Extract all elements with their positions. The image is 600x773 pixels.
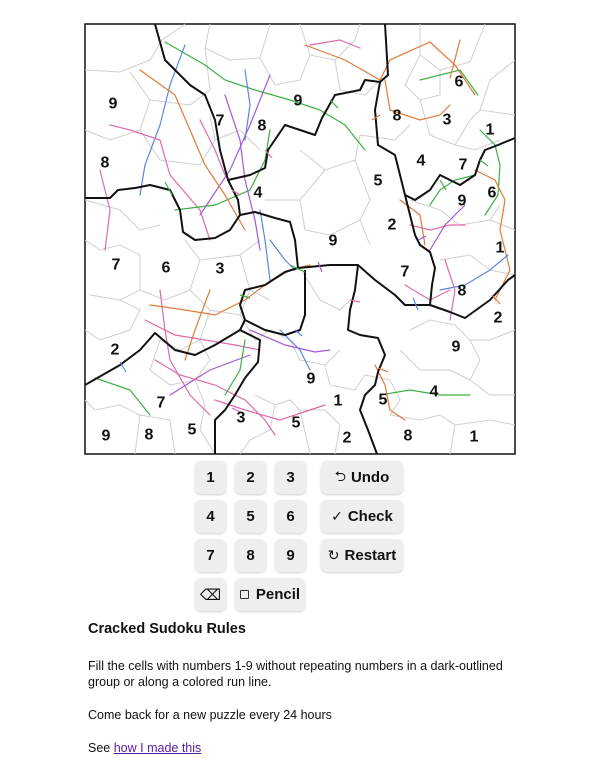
cell-number[interactable]: 6: [161, 259, 171, 277]
check-label: Check: [347, 508, 393, 525]
cell-number[interactable]: 1: [485, 121, 495, 139]
sudoku-board[interactable]: [84, 23, 516, 455]
see-prefix: See: [88, 741, 111, 756]
undo-label: Undo: [350, 469, 390, 486]
cell-number[interactable]: 7: [458, 156, 468, 174]
cell-number[interactable]: 5: [291, 414, 301, 432]
comeback-text: Come back for a new puzzle every 24 hours: [88, 708, 332, 723]
check-icon: ✓: [331, 508, 343, 524]
cell-number[interactable]: 8: [457, 282, 467, 300]
cell-number[interactable]: 9: [457, 192, 467, 210]
cell-number[interactable]: 8: [257, 117, 267, 135]
cell-number[interactable]: 6: [454, 73, 464, 91]
check-button[interactable]: [321, 500, 403, 533]
erase-button[interactable]: [195, 578, 226, 611]
cell-number[interactable]: 2: [493, 309, 503, 327]
cell-number[interactable]: 7: [215, 112, 225, 130]
cell-number[interactable]: 8: [403, 427, 413, 445]
digit-3-button[interactable]: 3: [275, 461, 306, 494]
restart-icon: ↻: [327, 547, 340, 563]
digit-7-button[interactable]: 7: [195, 539, 226, 572]
see-line: [88, 740, 518, 757]
pencil-checkbox-icon: [240, 590, 249, 599]
digit-4-button[interactable]: 4: [195, 500, 226, 533]
pencil-button[interactable]: [235, 578, 305, 611]
cell-number[interactable]: 5: [378, 391, 388, 409]
digit-2-button[interactable]: 2: [235, 461, 266, 494]
cell-number[interactable]: 6: [487, 184, 497, 202]
undo-icon: ⮌: [334, 467, 346, 484]
cell-number[interactable]: 8: [100, 154, 110, 172]
restart-button[interactable]: [321, 539, 403, 572]
cell-number[interactable]: 8: [144, 426, 154, 444]
rules-section: [88, 620, 518, 773]
undo-button[interactable]: [321, 461, 403, 494]
cell-number[interactable]: 1: [333, 392, 343, 410]
cell-number[interactable]: 2: [387, 216, 397, 234]
cell-number[interactable]: 7: [400, 263, 410, 281]
rules-body: Fill the cells with numbers 1-9 without repeating numbers in a dark-outlined group or along a colored run line.: [88, 658, 503, 690]
cell-number[interactable]: 9: [328, 232, 338, 250]
digit-6-button[interactable]: 6: [275, 500, 306, 533]
cell-number[interactable]: 9: [101, 427, 111, 445]
cell-number[interactable]: 7: [111, 256, 121, 274]
restart-label: Restart: [344, 547, 397, 564]
cell-number[interactable]: 5: [187, 421, 197, 439]
cell-number[interactable]: 9: [451, 338, 461, 356]
digit-5-button[interactable]: 5: [235, 500, 266, 533]
cell-number[interactable]: 9: [108, 95, 118, 113]
backspace-icon: ⌫: [199, 586, 222, 604]
cell-number[interactable]: 4: [416, 152, 426, 170]
cell-number[interactable]: 8: [392, 107, 402, 125]
rules-title: Cracked Sudoku Rules: [88, 621, 246, 637]
cell-number[interactable]: 7: [156, 394, 166, 412]
how-i-made-this-link[interactable]: how I made this: [113, 741, 202, 756]
cell-number[interactable]: 3: [442, 111, 452, 129]
cell-number[interactable]: 1: [495, 239, 505, 257]
cell-number[interactable]: 3: [215, 260, 225, 278]
cell-number[interactable]: 9: [293, 92, 303, 110]
digit-1-button[interactable]: 1: [195, 461, 226, 494]
digit-8-button[interactable]: 8: [235, 539, 266, 572]
cell-number[interactable]: 2: [110, 341, 120, 359]
cell-number[interactable]: 4: [429, 383, 439, 401]
cell-number[interactable]: 1: [469, 428, 479, 446]
cell-number[interactable]: 5: [373, 172, 383, 190]
pencil-label: Pencil: [255, 586, 301, 603]
cell-number[interactable]: 9: [306, 370, 316, 388]
cell-number[interactable]: 2: [342, 429, 352, 447]
cell-number[interactable]: 3: [236, 409, 246, 427]
board-frame: [85, 24, 515, 454]
cell-number[interactable]: 4: [253, 184, 263, 202]
digit-9-button[interactable]: 9: [275, 539, 306, 572]
